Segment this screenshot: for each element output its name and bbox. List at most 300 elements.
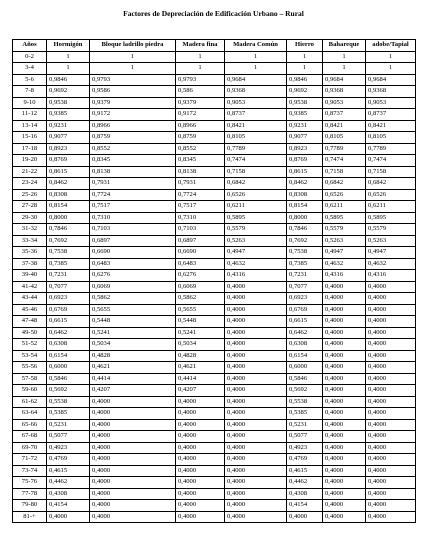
factor-cell: 0,4316 — [225, 270, 287, 282]
table-row — [13, 454, 416, 466]
factor-cell: 0,4000 — [225, 350, 287, 362]
factor-cell: 0,5692 — [287, 385, 323, 397]
factor-cell: 0,4000 — [225, 408, 287, 420]
age-range-cell: 39-40 — [13, 270, 47, 282]
factor-cell: 0,4621 — [176, 362, 225, 374]
factor-cell: 0,7077 — [47, 281, 90, 293]
factor-cell: 0,6690 — [90, 247, 176, 259]
factor-cell: 1 — [176, 51, 225, 63]
age-range-cell: 71-72 — [13, 454, 47, 466]
factor-cell: 0,5895 — [225, 212, 287, 224]
table-row — [13, 109, 416, 121]
table-row — [13, 189, 416, 201]
factor-cell: 0,4000 — [323, 281, 366, 293]
factor-cell: 0,4154 — [47, 500, 90, 512]
table-row — [13, 488, 416, 500]
factor-cell: 0,8105 — [366, 132, 416, 144]
factor-cell: 0,8737 — [366, 109, 416, 121]
factor-cell: 0,4414 — [90, 373, 176, 385]
factor-cell: 0,9684 — [323, 74, 366, 86]
factor-cell: 0,7789 — [323, 143, 366, 155]
factor-cell: 0,8552 — [176, 143, 225, 155]
factor-cell: 0,7474 — [366, 155, 416, 167]
age-range-cell: 77-78 — [13, 488, 47, 500]
factor-cell: 0,4000 — [323, 477, 366, 489]
factor-cell: 0,4308 — [287, 488, 323, 500]
column-header: Bloque ladrillo piedra — [90, 40, 176, 52]
table-row — [13, 212, 416, 224]
factor-cell: 1 — [90, 51, 176, 63]
age-range-cell: 37-38 — [13, 258, 47, 270]
factor-cell: 0,4154 — [287, 500, 323, 512]
factor-cell: 0,4000 — [366, 293, 416, 305]
age-range-cell: 47-48 — [13, 316, 47, 328]
factor-cell: 0,4769 — [287, 454, 323, 466]
table-row — [13, 235, 416, 247]
factor-cell: 0,5895 — [366, 212, 416, 224]
factor-cell: 0,9385 — [287, 109, 323, 121]
factor-cell: 0,5241 — [176, 327, 225, 339]
factor-cell: 0,4000 — [90, 408, 176, 420]
factor-cell: 0,8308 — [47, 189, 90, 201]
factor-cell: 0,4000 — [225, 488, 287, 500]
factor-cell: 0,4000 — [90, 454, 176, 466]
factor-cell: 0,4000 — [366, 327, 416, 339]
factor-cell: 0,4000 — [323, 431, 366, 443]
factor-cell: 0,4615 — [47, 465, 90, 477]
factor-cell: 0,6842 — [366, 178, 416, 190]
factor-cell: 0,6000 — [287, 362, 323, 374]
factor-cell: 0,8105 — [323, 132, 366, 144]
factor-cell: 0,9053 — [323, 97, 366, 109]
factor-cell: 0,4000 — [225, 442, 287, 454]
factor-cell: 0,7385 — [47, 258, 90, 270]
table-row — [13, 511, 416, 523]
age-range-cell: 49-50 — [13, 327, 47, 339]
age-range-cell: 5-6 — [13, 74, 47, 86]
factor-cell: 0,6276 — [90, 270, 176, 282]
factor-cell: 0,4462 — [47, 477, 90, 489]
age-range-cell: 23-24 — [13, 178, 47, 190]
factor-cell: 0,4828 — [90, 350, 176, 362]
age-range-cell: 9-10 — [13, 97, 47, 109]
factor-cell: 0,5448 — [176, 316, 225, 328]
factor-cell: 0,5579 — [366, 224, 416, 236]
factor-cell: 1 — [287, 63, 323, 75]
factor-cell: 0,4000 — [366, 408, 416, 420]
column-header: Hormigón — [47, 40, 90, 52]
factor-cell: 0,4000 — [176, 477, 225, 489]
factor-cell: 0,9368 — [225, 86, 287, 98]
age-range-cell: 81-+ — [13, 511, 47, 523]
factor-cell: 0,4000 — [225, 316, 287, 328]
age-range-cell: 0-2 — [13, 51, 47, 63]
age-range-cell: 69-70 — [13, 442, 47, 454]
factor-cell: 0,8421 — [225, 120, 287, 132]
factor-cell: 0,4000 — [225, 373, 287, 385]
factor-cell: 0,8552 — [90, 143, 176, 155]
factor-cell: 0,6308 — [287, 339, 323, 351]
table-row — [13, 327, 416, 339]
factor-cell: 1 — [90, 63, 176, 75]
factor-cell: 0,8421 — [366, 120, 416, 132]
factor-cell: 0,4000 — [366, 385, 416, 397]
factor-cell: 0,4000 — [225, 385, 287, 397]
factor-cell: 1 — [176, 63, 225, 75]
factor-cell: 0,4632 — [366, 258, 416, 270]
factor-cell: 0,4947 — [323, 247, 366, 259]
factor-cell: 0,6897 — [176, 235, 225, 247]
factor-cell: 0,4000 — [366, 442, 416, 454]
factor-cell: 0,9172 — [90, 109, 176, 121]
table-row — [13, 408, 416, 420]
factor-cell: 0,6462 — [47, 327, 90, 339]
table-row — [13, 465, 416, 477]
factor-cell: 0,4000 — [90, 477, 176, 489]
factor-cell: 0,8966 — [90, 120, 176, 132]
factor-cell: 0,8615 — [47, 166, 90, 178]
factor-cell: 0,7310 — [176, 212, 225, 224]
factor-cell: 0,4947 — [225, 247, 287, 259]
factor-cell: 0,5385 — [47, 408, 90, 420]
factor-cell: 1 — [323, 51, 366, 63]
factor-cell: 0,4000 — [323, 419, 366, 431]
table-header — [13, 40, 416, 52]
factor-cell: 0,9684 — [225, 74, 287, 86]
factor-cell: 0,4000 — [176, 511, 225, 523]
factor-cell: 0,4000 — [323, 408, 366, 420]
factor-cell: 0,8737 — [225, 109, 287, 121]
factor-cell: 0,5846 — [47, 373, 90, 385]
factor-cell: 0,4207 — [90, 385, 176, 397]
age-range-cell: 41-42 — [13, 281, 47, 293]
age-range-cell: 11-12 — [13, 109, 47, 121]
factor-cell: 0,4000 — [225, 454, 287, 466]
age-range-cell: 33-34 — [13, 235, 47, 247]
factor-cell: 0,8154 — [47, 201, 90, 213]
factor-cell: 0,4000 — [366, 373, 416, 385]
factor-cell: 0,9077 — [47, 132, 90, 144]
factor-cell: 0,9368 — [366, 86, 416, 98]
factor-cell: 0,4000 — [323, 454, 366, 466]
age-range-cell: 73-74 — [13, 465, 47, 477]
factor-cell: 0,5034 — [90, 339, 176, 351]
age-range-cell: 57-58 — [13, 373, 47, 385]
table-row — [13, 396, 416, 408]
table-row — [13, 132, 416, 144]
factor-cell: 0,4000 — [366, 304, 416, 316]
factor-cell: 0,4000 — [176, 488, 225, 500]
age-range-cell: 3-4 — [13, 63, 47, 75]
factor-cell: 0,9538 — [287, 97, 323, 109]
table-row — [13, 316, 416, 328]
factor-cell: 0,9793 — [90, 74, 176, 86]
table-row — [13, 442, 416, 454]
factor-cell: 0,4000 — [176, 454, 225, 466]
factor-cell: 0,4000 — [366, 316, 416, 328]
factor-cell: 0,4000 — [366, 465, 416, 477]
column-header: Años — [13, 40, 47, 52]
factor-cell: 0,7789 — [225, 143, 287, 155]
factor-cell: 0,4000 — [176, 419, 225, 431]
factor-cell: 0,7103 — [176, 224, 225, 236]
factor-cell: 0,4000 — [323, 396, 366, 408]
factor-cell: 0,5385 — [287, 408, 323, 420]
table-row — [13, 224, 416, 236]
column-header: Bahareque — [323, 40, 366, 52]
factor-cell: 0,7474 — [323, 155, 366, 167]
factor-cell: 0,4000 — [47, 511, 90, 523]
factor-cell: 0,8769 — [47, 155, 90, 167]
factor-cell: 0,9846 — [47, 74, 90, 86]
factor-cell: 0,4000 — [366, 419, 416, 431]
factor-cell: 1 — [366, 63, 416, 75]
factor-cell: 0,5579 — [225, 224, 287, 236]
factor-cell: 0,4000 — [323, 304, 366, 316]
factor-cell: 0,7538 — [47, 247, 90, 259]
factor-cell: 0,6897 — [90, 235, 176, 247]
factor-cell: 0,4000 — [323, 465, 366, 477]
factor-cell: 0,8421 — [323, 120, 366, 132]
depreciation-table — [12, 39, 416, 523]
factor-cell: 0,8154 — [287, 201, 323, 213]
age-range-cell: 45-46 — [13, 304, 47, 316]
factor-cell: 0,6000 — [47, 362, 90, 374]
factor-cell: 0,6069 — [90, 281, 176, 293]
factor-cell: 0,4000 — [366, 488, 416, 500]
table-row — [13, 281, 416, 293]
factor-cell: 0,6526 — [225, 189, 287, 201]
table-row — [13, 63, 416, 75]
age-range-cell: 43-44 — [13, 293, 47, 305]
factor-cell: 0,4000 — [366, 454, 416, 466]
factor-cell: 0,7385 — [287, 258, 323, 270]
factor-cell: 0,5538 — [287, 396, 323, 408]
factor-cell: 1 — [47, 63, 90, 75]
factor-cell: 0,5846 — [287, 373, 323, 385]
age-range-cell: 67-68 — [13, 431, 47, 443]
factor-cell: 0,9692 — [287, 86, 323, 98]
factor-cell: 0,8345 — [176, 155, 225, 167]
factor-cell: 0,4000 — [176, 396, 225, 408]
factor-cell: 0,8923 — [287, 143, 323, 155]
factor-cell: 0,5034 — [176, 339, 225, 351]
factor-cell: 0,4000 — [225, 500, 287, 512]
factor-cell: 0,7789 — [366, 143, 416, 155]
factor-cell: 0,4000 — [323, 327, 366, 339]
age-range-cell: 65-66 — [13, 419, 47, 431]
factor-cell: 1 — [287, 51, 323, 63]
factor-cell: 0,8759 — [176, 132, 225, 144]
age-range-cell: 7-8 — [13, 86, 47, 98]
factor-cell: 0,7158 — [366, 166, 416, 178]
table-row — [13, 373, 416, 385]
factor-cell: 0,7692 — [47, 235, 90, 247]
table-row — [13, 74, 416, 86]
factor-cell: 0,4000 — [225, 465, 287, 477]
factor-cell: 0,6211 — [366, 201, 416, 213]
factor-cell: 0,7724 — [176, 189, 225, 201]
factor-cell: 1 — [225, 51, 287, 63]
table-row — [13, 201, 416, 213]
factor-cell: 0,9231 — [47, 120, 90, 132]
factor-cell: 0,7158 — [323, 166, 366, 178]
factor-cell: 0,4000 — [366, 431, 416, 443]
table-row — [13, 362, 416, 374]
factor-cell: 0,4000 — [90, 396, 176, 408]
table-row — [13, 247, 416, 259]
factor-cell: 0,6769 — [47, 304, 90, 316]
factor-cell: 0,7846 — [47, 224, 90, 236]
factor-cell: 0,9231 — [287, 120, 323, 132]
factor-cell: 0,5263 — [225, 235, 287, 247]
factor-cell: 0,5263 — [323, 235, 366, 247]
factor-cell: 0,5692 — [47, 385, 90, 397]
age-range-cell: 59-60 — [13, 385, 47, 397]
factor-cell: 0,4632 — [225, 258, 287, 270]
factor-cell: 0,7846 — [287, 224, 323, 236]
page-title: Factores de Depreciación de Edificación Urbano – Rural — [123, 9, 304, 18]
factor-cell: 0,8105 — [225, 132, 287, 144]
factor-cell: 0,5448 — [90, 316, 176, 328]
factor-cell: 0,7931 — [176, 178, 225, 190]
factor-cell: 0,4000 — [225, 362, 287, 374]
factor-cell: 0,9368 — [323, 86, 366, 98]
table-row — [13, 270, 416, 282]
factor-cell: 0,9846 — [287, 74, 323, 86]
factor-cell: 0,4000 — [90, 419, 176, 431]
factor-cell: 0,4000 — [90, 488, 176, 500]
factor-cell: 0,9684 — [366, 74, 416, 86]
table-body — [13, 51, 416, 523]
factor-cell: 0,7724 — [90, 189, 176, 201]
factor-cell: 0,9538 — [47, 97, 90, 109]
table-row — [13, 143, 416, 155]
factor-cell: 0,5231 — [47, 419, 90, 431]
factor-cell: 0,9053 — [366, 97, 416, 109]
age-range-cell: 13-14 — [13, 120, 47, 132]
factor-cell: 0,7692 — [287, 235, 323, 247]
factor-cell: 0,4000 — [225, 396, 287, 408]
factor-cell: 0,4000 — [225, 339, 287, 351]
factor-cell: 0,4000 — [225, 419, 287, 431]
factor-cell: 0,8615 — [287, 166, 323, 178]
age-range-cell: 15-16 — [13, 132, 47, 144]
factor-cell: 0,6069 — [176, 281, 225, 293]
age-range-cell: 31-32 — [13, 224, 47, 236]
factor-cell: 0,6211 — [323, 201, 366, 213]
age-range-cell: 35-36 — [13, 247, 47, 259]
factor-cell: 0,4000 — [225, 431, 287, 443]
factor-cell: 0,8462 — [287, 178, 323, 190]
factor-cell: 0,6615 — [287, 316, 323, 328]
header-row — [13, 40, 416, 52]
table-row — [13, 304, 416, 316]
factor-cell: 0,4000 — [366, 350, 416, 362]
age-range-cell: 55-56 — [13, 362, 47, 374]
table-row — [13, 86, 416, 98]
factor-cell: 0,8769 — [287, 155, 323, 167]
factor-cell: 1 — [323, 63, 366, 75]
age-range-cell: 61-62 — [13, 396, 47, 408]
factor-cell: 0,7310 — [90, 212, 176, 224]
factor-cell: 0,4462 — [287, 477, 323, 489]
factor-cell: 0,4000 — [176, 500, 225, 512]
factor-cell: 1 — [47, 51, 90, 63]
factor-cell: 0,4000 — [90, 465, 176, 477]
factor-cell: 0,4632 — [323, 258, 366, 270]
factor-cell: 0,6526 — [323, 189, 366, 201]
factor-cell: 0,4000 — [176, 465, 225, 477]
age-range-cell: 27-28 — [13, 201, 47, 213]
factor-cell: 0,4000 — [323, 500, 366, 512]
factor-cell: 0,4000 — [176, 442, 225, 454]
factor-cell: 0,4000 — [323, 362, 366, 374]
table-row — [13, 51, 416, 63]
age-range-cell: 25-26 — [13, 189, 47, 201]
factor-cell: 0,5655 — [176, 304, 225, 316]
factor-cell: 0,4000 — [225, 327, 287, 339]
factor-cell: 0,6615 — [47, 316, 90, 328]
table-row — [13, 500, 416, 512]
factor-cell: 0,4000 — [90, 442, 176, 454]
factor-cell: 0,9385 — [47, 109, 90, 121]
factor-cell: 0,8759 — [90, 132, 176, 144]
factor-cell: 0,8966 — [176, 120, 225, 132]
factor-cell: 0,4000 — [287, 511, 323, 523]
table-row — [13, 120, 416, 132]
factor-cell: 0,4947 — [366, 247, 416, 259]
factor-cell: 0,8923 — [47, 143, 90, 155]
factor-cell: 0,4000 — [366, 362, 416, 374]
factor-cell: 0,5231 — [287, 419, 323, 431]
factor-cell: 0,8737 — [323, 109, 366, 121]
factor-cell: 0,4000 — [225, 304, 287, 316]
factor-cell: 0,9077 — [287, 132, 323, 144]
factor-cell: 0,8000 — [47, 212, 90, 224]
factor-cell: 0,5862 — [90, 293, 176, 305]
factor-cell: 0,6483 — [90, 258, 176, 270]
factor-cell: 0,4000 — [225, 281, 287, 293]
table-row — [13, 97, 416, 109]
column-header: adobe/Tapial — [366, 40, 416, 52]
factor-cell: 0,5538 — [47, 396, 90, 408]
factor-cell: 0,9379 — [176, 97, 225, 109]
table-row — [13, 155, 416, 167]
factor-cell: 0,4769 — [47, 454, 90, 466]
factor-cell: 0,4000 — [90, 500, 176, 512]
factor-cell: 0,5579 — [323, 224, 366, 236]
age-range-cell: 63-64 — [13, 408, 47, 420]
factor-cell: 0,4000 — [90, 431, 176, 443]
table-row — [13, 293, 416, 305]
factor-cell: 0,7231 — [47, 270, 90, 282]
factor-cell: 0,6483 — [176, 258, 225, 270]
factor-cell: 0,5077 — [287, 431, 323, 443]
factor-cell: 0,6842 — [323, 178, 366, 190]
table-row — [13, 419, 416, 431]
table-row — [13, 350, 416, 362]
factor-cell: 0,4000 — [323, 350, 366, 362]
factor-cell: 0,8308 — [287, 189, 323, 201]
factor-cell: 0,4000 — [366, 281, 416, 293]
factor-cell: 0,4000 — [225, 477, 287, 489]
factor-cell: 0,7231 — [287, 270, 323, 282]
factor-cell: 0,5895 — [323, 212, 366, 224]
factor-cell: 0,9172 — [176, 109, 225, 121]
factor-cell: 0,6690 — [176, 247, 225, 259]
column-header: Hierro — [287, 40, 323, 52]
